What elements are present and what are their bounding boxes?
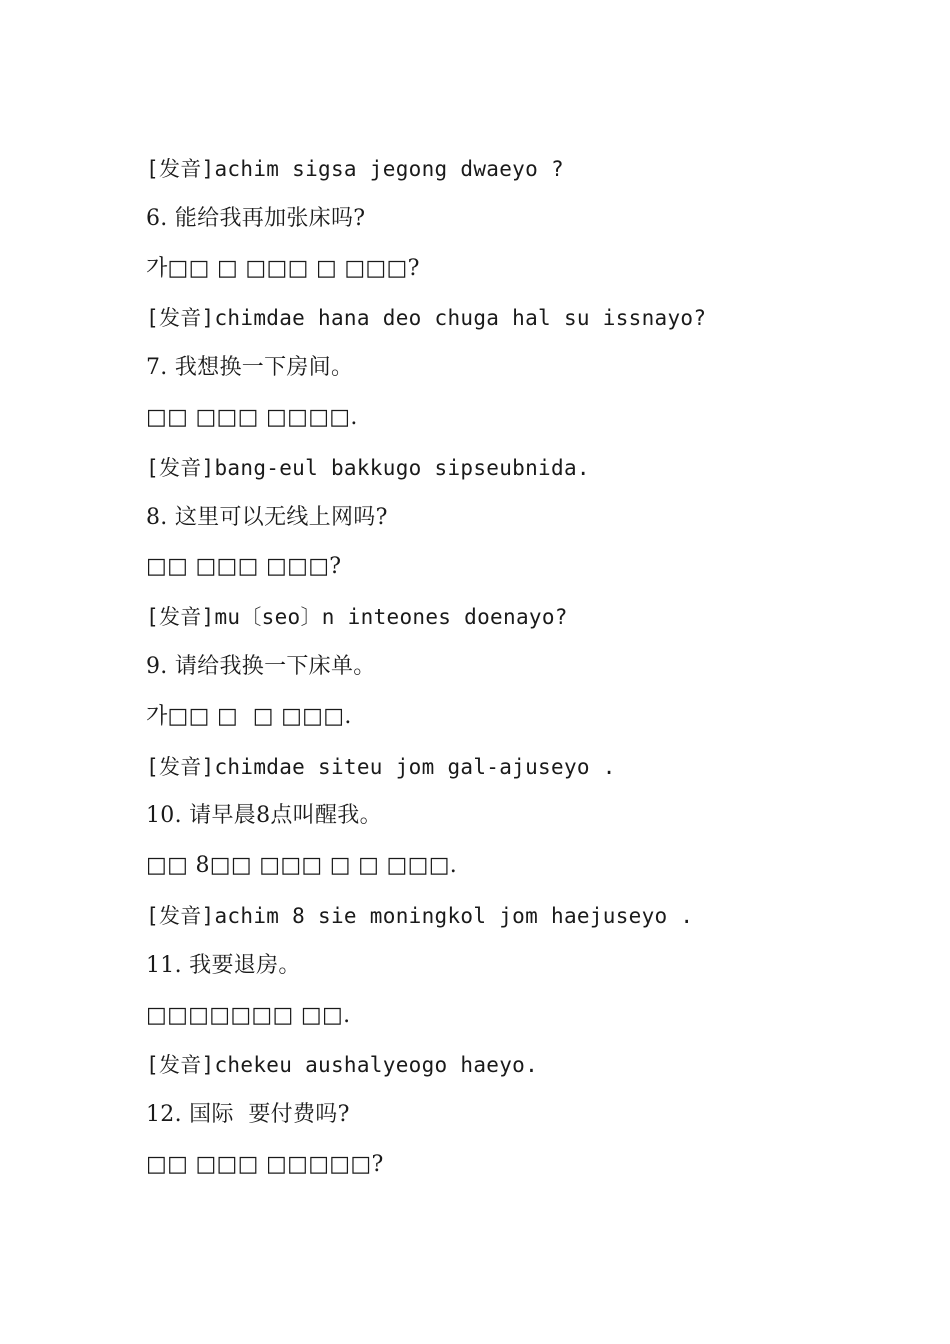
phrase-chinese: 9. 请给我换一下床单。 — [146, 653, 376, 679]
phrase-pronunciation: [发音]mu〔seo〕n inteones doenayo? — [146, 605, 568, 630]
phrase-korean: □□ □□□ □□□□. — [146, 404, 358, 430]
phrase-list — [146, 152, 906, 1198]
phrase-chinese: 6. 能给我再加张床吗? — [146, 205, 366, 231]
phrase-pronunciation: [发音]achim sigsa jegong dwaeyo ? — [146, 157, 564, 181]
phrase-chinese: 7. 我想换一下房间。 — [146, 355, 354, 381]
phrase-korean: □□ □□□ □□□? — [146, 554, 342, 580]
phrase-korean: 가□□ □ □□□ □ □□□? — [146, 255, 420, 281]
phrase-korean: □□ □□□ □□□□□? — [146, 1151, 384, 1177]
phrase-chinese: 8. 这里可以无线上网吗? — [146, 504, 388, 530]
phrase-pronunciation: [发音]chimdae hana deo chuga hal su issnayo? — [146, 306, 707, 331]
phrase-chinese: 10. 请早晨8点叫醒我。 — [146, 803, 382, 829]
phrase-korean: 가□□ □ □ □□□. — [146, 703, 352, 729]
phrase-korean: □□ 8□□ □□□ □ □ □□□. — [146, 853, 458, 879]
phrase-chinese: 11. 我要退房。 — [146, 952, 301, 978]
phrase-pronunciation: [发音]chimdae siteu jom gal-ajuseyo . — [146, 754, 616, 779]
phrase-chinese: 12. 国际 要付费吗? — [146, 1102, 350, 1128]
phrase-korean: □□□□□□□ □□. — [146, 1002, 351, 1028]
phrase-pronunciation: [发音]achim 8 sie moningkol jom haejuseyo . — [146, 903, 694, 928]
phrase-pronunciation: [发音]bang-eul bakkugo sipseubnida. — [146, 455, 590, 480]
phrase-pronunciation: [发音]chekeu aushalyeogo haeyo. — [146, 1053, 539, 1078]
